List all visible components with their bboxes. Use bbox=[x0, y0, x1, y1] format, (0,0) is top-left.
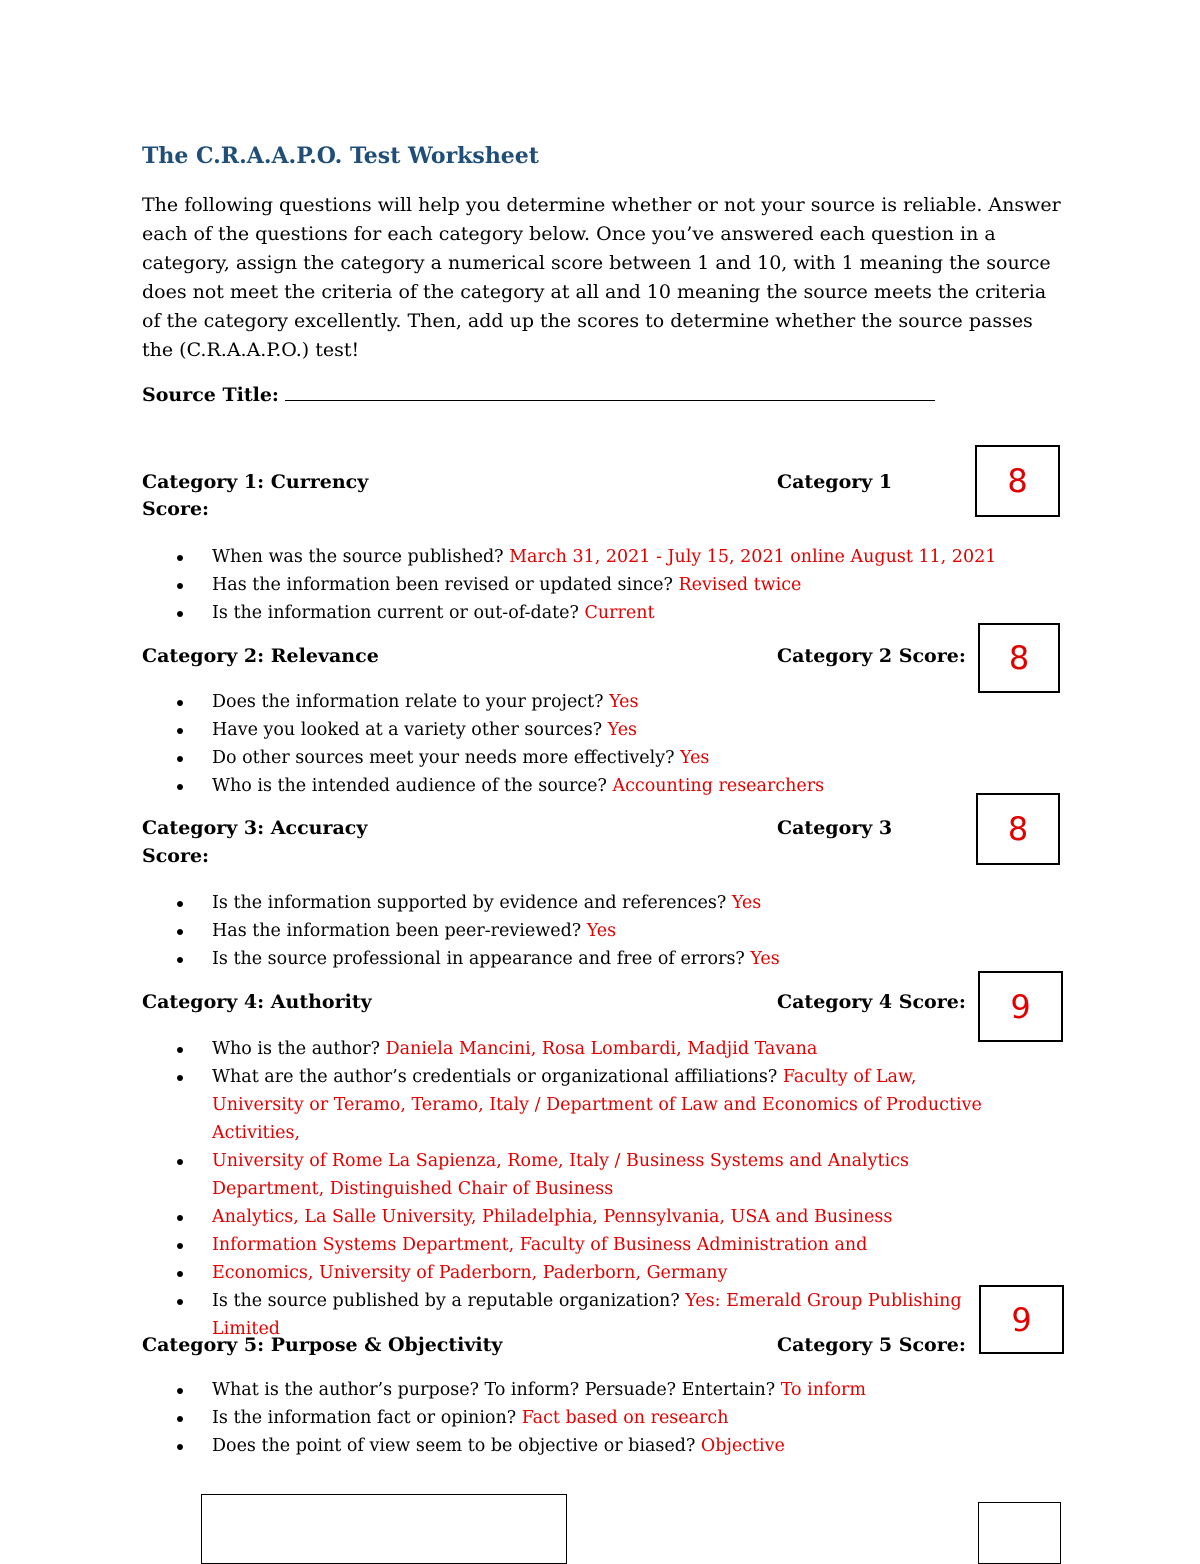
answer-text: Analytics, La Salle University, Philadelphia, Pennsylvania, USA and Business bbox=[212, 1207, 893, 1227]
category-2-questions bbox=[172, 688, 1032, 800]
answer-text: Accounting researchers bbox=[612, 776, 825, 796]
category-1-score-label-cont: Score: bbox=[142, 498, 210, 520]
list-item bbox=[172, 1404, 1032, 1432]
answer-text: Yes bbox=[731, 893, 762, 913]
answer-text: Revised twice bbox=[678, 575, 802, 595]
answer-text: Fact based on research bbox=[521, 1408, 729, 1428]
question-text: Does the information relate to your project? bbox=[212, 692, 610, 712]
category-3-score-label-cont: Score: bbox=[142, 845, 210, 867]
category-3-heading: Category 3: Accuracy bbox=[142, 817, 368, 839]
bullet-icon bbox=[177, 1388, 183, 1394]
list-item bbox=[172, 599, 1032, 627]
source-title-row bbox=[142, 382, 935, 406]
list-item bbox=[172, 889, 1032, 917]
category-4-heading: Category 4: Authority bbox=[142, 991, 372, 1013]
question-text: Is the information current or out-of-date? bbox=[212, 603, 585, 623]
bullet-icon bbox=[177, 901, 183, 907]
category-2-score-box[interactable]: 8 bbox=[978, 623, 1060, 693]
answer-text: March 31, 2021 - July 15, 2021 online August 11, 2021 bbox=[509, 547, 997, 567]
category-5-score-box[interactable]: 9 bbox=[979, 1285, 1064, 1354]
bullet-icon bbox=[177, 1047, 183, 1053]
question-text: Does the point of view seem to be objective or biased? bbox=[212, 1436, 701, 1456]
answer-text: Yes bbox=[609, 692, 639, 712]
bullet-icon bbox=[177, 784, 183, 790]
list-item bbox=[172, 1231, 1002, 1259]
list-item bbox=[172, 945, 1032, 973]
answer-text: Information Systems Department, Faculty of Business Administration and bbox=[212, 1235, 868, 1255]
category-3-questions bbox=[172, 889, 1032, 973]
list-item bbox=[172, 1035, 1002, 1063]
list-item bbox=[172, 716, 1032, 744]
category-3-score-box[interactable]: 8 bbox=[976, 793, 1060, 865]
list-item bbox=[172, 917, 1032, 945]
bullet-icon bbox=[177, 611, 183, 617]
list-item bbox=[172, 1432, 1032, 1460]
category-2-heading: Category 2: Relevance bbox=[142, 645, 379, 667]
question-text: Is the information fact or opinion? bbox=[212, 1408, 522, 1428]
list-item bbox=[172, 1147, 1002, 1203]
list-item bbox=[172, 744, 1032, 772]
category-3-score-label: Category 3 bbox=[777, 817, 893, 839]
question-text: Has the information been peer-reviewed? bbox=[212, 921, 587, 941]
source-title-blank[interactable] bbox=[285, 382, 935, 401]
answer-text: Daniela Mancini, Rosa Lombardi, Madjid Tavana bbox=[385, 1039, 818, 1059]
bullet-icon bbox=[177, 1416, 183, 1422]
answer-text: Current bbox=[584, 603, 655, 623]
list-item bbox=[172, 571, 1032, 599]
bullet-icon bbox=[177, 728, 183, 734]
category-2-score-label: Category 2 Score: bbox=[777, 645, 966, 667]
bullet-icon bbox=[177, 1299, 183, 1305]
list-item bbox=[172, 1259, 1002, 1287]
question-text: Have you looked at a variety other sources? bbox=[212, 720, 608, 740]
category-4-questions bbox=[172, 1035, 1002, 1343]
question-text: Is the information supported by evidence and references? bbox=[212, 893, 732, 913]
bullet-icon bbox=[177, 1215, 183, 1221]
question-text: What is the author’s purpose? To inform? Persuade? Entertain? bbox=[212, 1380, 781, 1400]
list-item bbox=[172, 543, 1032, 571]
question-text: When was the source published? bbox=[212, 547, 510, 567]
answer-text: Economics, University of Paderborn, Paderborn, Germany bbox=[212, 1263, 728, 1283]
total-label-box bbox=[201, 1494, 567, 1564]
bullet-icon bbox=[177, 929, 183, 935]
answer-text: Objective bbox=[700, 1436, 785, 1456]
bullet-icon bbox=[177, 756, 183, 762]
category-5-heading: Category 5: Purpose & Objectivity bbox=[142, 1334, 503, 1356]
answer-text: Yes bbox=[607, 720, 638, 740]
question-text: Do other sources meet your needs more effectively? bbox=[212, 748, 681, 768]
category-4-score-box[interactable]: 9 bbox=[978, 971, 1063, 1042]
question-text: Who is the intended audience of the source? bbox=[212, 776, 613, 796]
bullet-icon bbox=[177, 1243, 183, 1249]
answer-text: To inform bbox=[780, 1380, 866, 1400]
category-1-score-box[interactable]: 8 bbox=[975, 445, 1060, 517]
bullet-icon bbox=[177, 1271, 183, 1277]
list-item bbox=[172, 688, 1032, 716]
answer-text: Yes bbox=[680, 748, 710, 768]
list-item bbox=[172, 1203, 1002, 1231]
category-5-score-label: Category 5 Score: bbox=[777, 1334, 966, 1356]
bullet-icon bbox=[177, 583, 183, 589]
source-title-label: Source Title: bbox=[142, 384, 279, 406]
bullet-icon bbox=[177, 1159, 183, 1165]
category-1-score-label: Category 1 bbox=[777, 471, 893, 493]
intro-paragraph: The following questions will help you determine whether or not your source is reliable. Answer each of the questions for each category below. Once you’ve answered each question in a category, assign the category a numerical score between 1 and 10, with 1 meaning the source does not meet the criteria of the category at all and 10 meaning the source meets the criteria of the category excellently. Then, add up the scores to determine whether the source passes the (C.R.A.A.P.O.) test! bbox=[142, 194, 1061, 361]
question-text: Who is the author? bbox=[212, 1039, 386, 1059]
answer-text: Yes bbox=[750, 949, 780, 969]
answer-text: Yes bbox=[586, 921, 617, 941]
question-text: Is the source published by a reputable organization? bbox=[212, 1291, 686, 1311]
answer-text: University of Rome La Sapienza, Rome, Italy / Business Systems and Analytics Department, Distinguished Chair of Business bbox=[212, 1151, 909, 1199]
list-item bbox=[172, 1063, 1002, 1147]
answer-text: Yes: Emerald Group Publishing Limited bbox=[212, 1291, 962, 1339]
category-4-score-label: Category 4 Score: bbox=[777, 991, 966, 1013]
category-5-questions bbox=[172, 1376, 1032, 1460]
category-1-heading: Category 1: Currency bbox=[142, 471, 369, 493]
question-text: Has the information been revised or updated since? bbox=[212, 575, 679, 595]
bullet-icon bbox=[177, 1444, 183, 1450]
bullet-icon bbox=[177, 957, 183, 963]
bullet-icon bbox=[177, 700, 183, 706]
bullet-icon bbox=[177, 1075, 183, 1081]
page-title: The C.R.A.A.P.O. Test Worksheet bbox=[142, 143, 539, 169]
list-item bbox=[172, 772, 1032, 800]
list-item bbox=[172, 1376, 1032, 1404]
total-score-box[interactable] bbox=[978, 1502, 1061, 1564]
answer-text: Faculty of Law, University or Teramo, Teramo, Italy / Department of Law and Economics of Productive Activities, bbox=[212, 1067, 982, 1143]
question-text: Is the source professional in appearance and free of errors? bbox=[212, 949, 751, 969]
question-text: What are the author’s credentials or organizational affiliations? bbox=[212, 1067, 783, 1087]
bullet-icon bbox=[177, 555, 183, 561]
category-1-questions bbox=[172, 543, 1032, 627]
